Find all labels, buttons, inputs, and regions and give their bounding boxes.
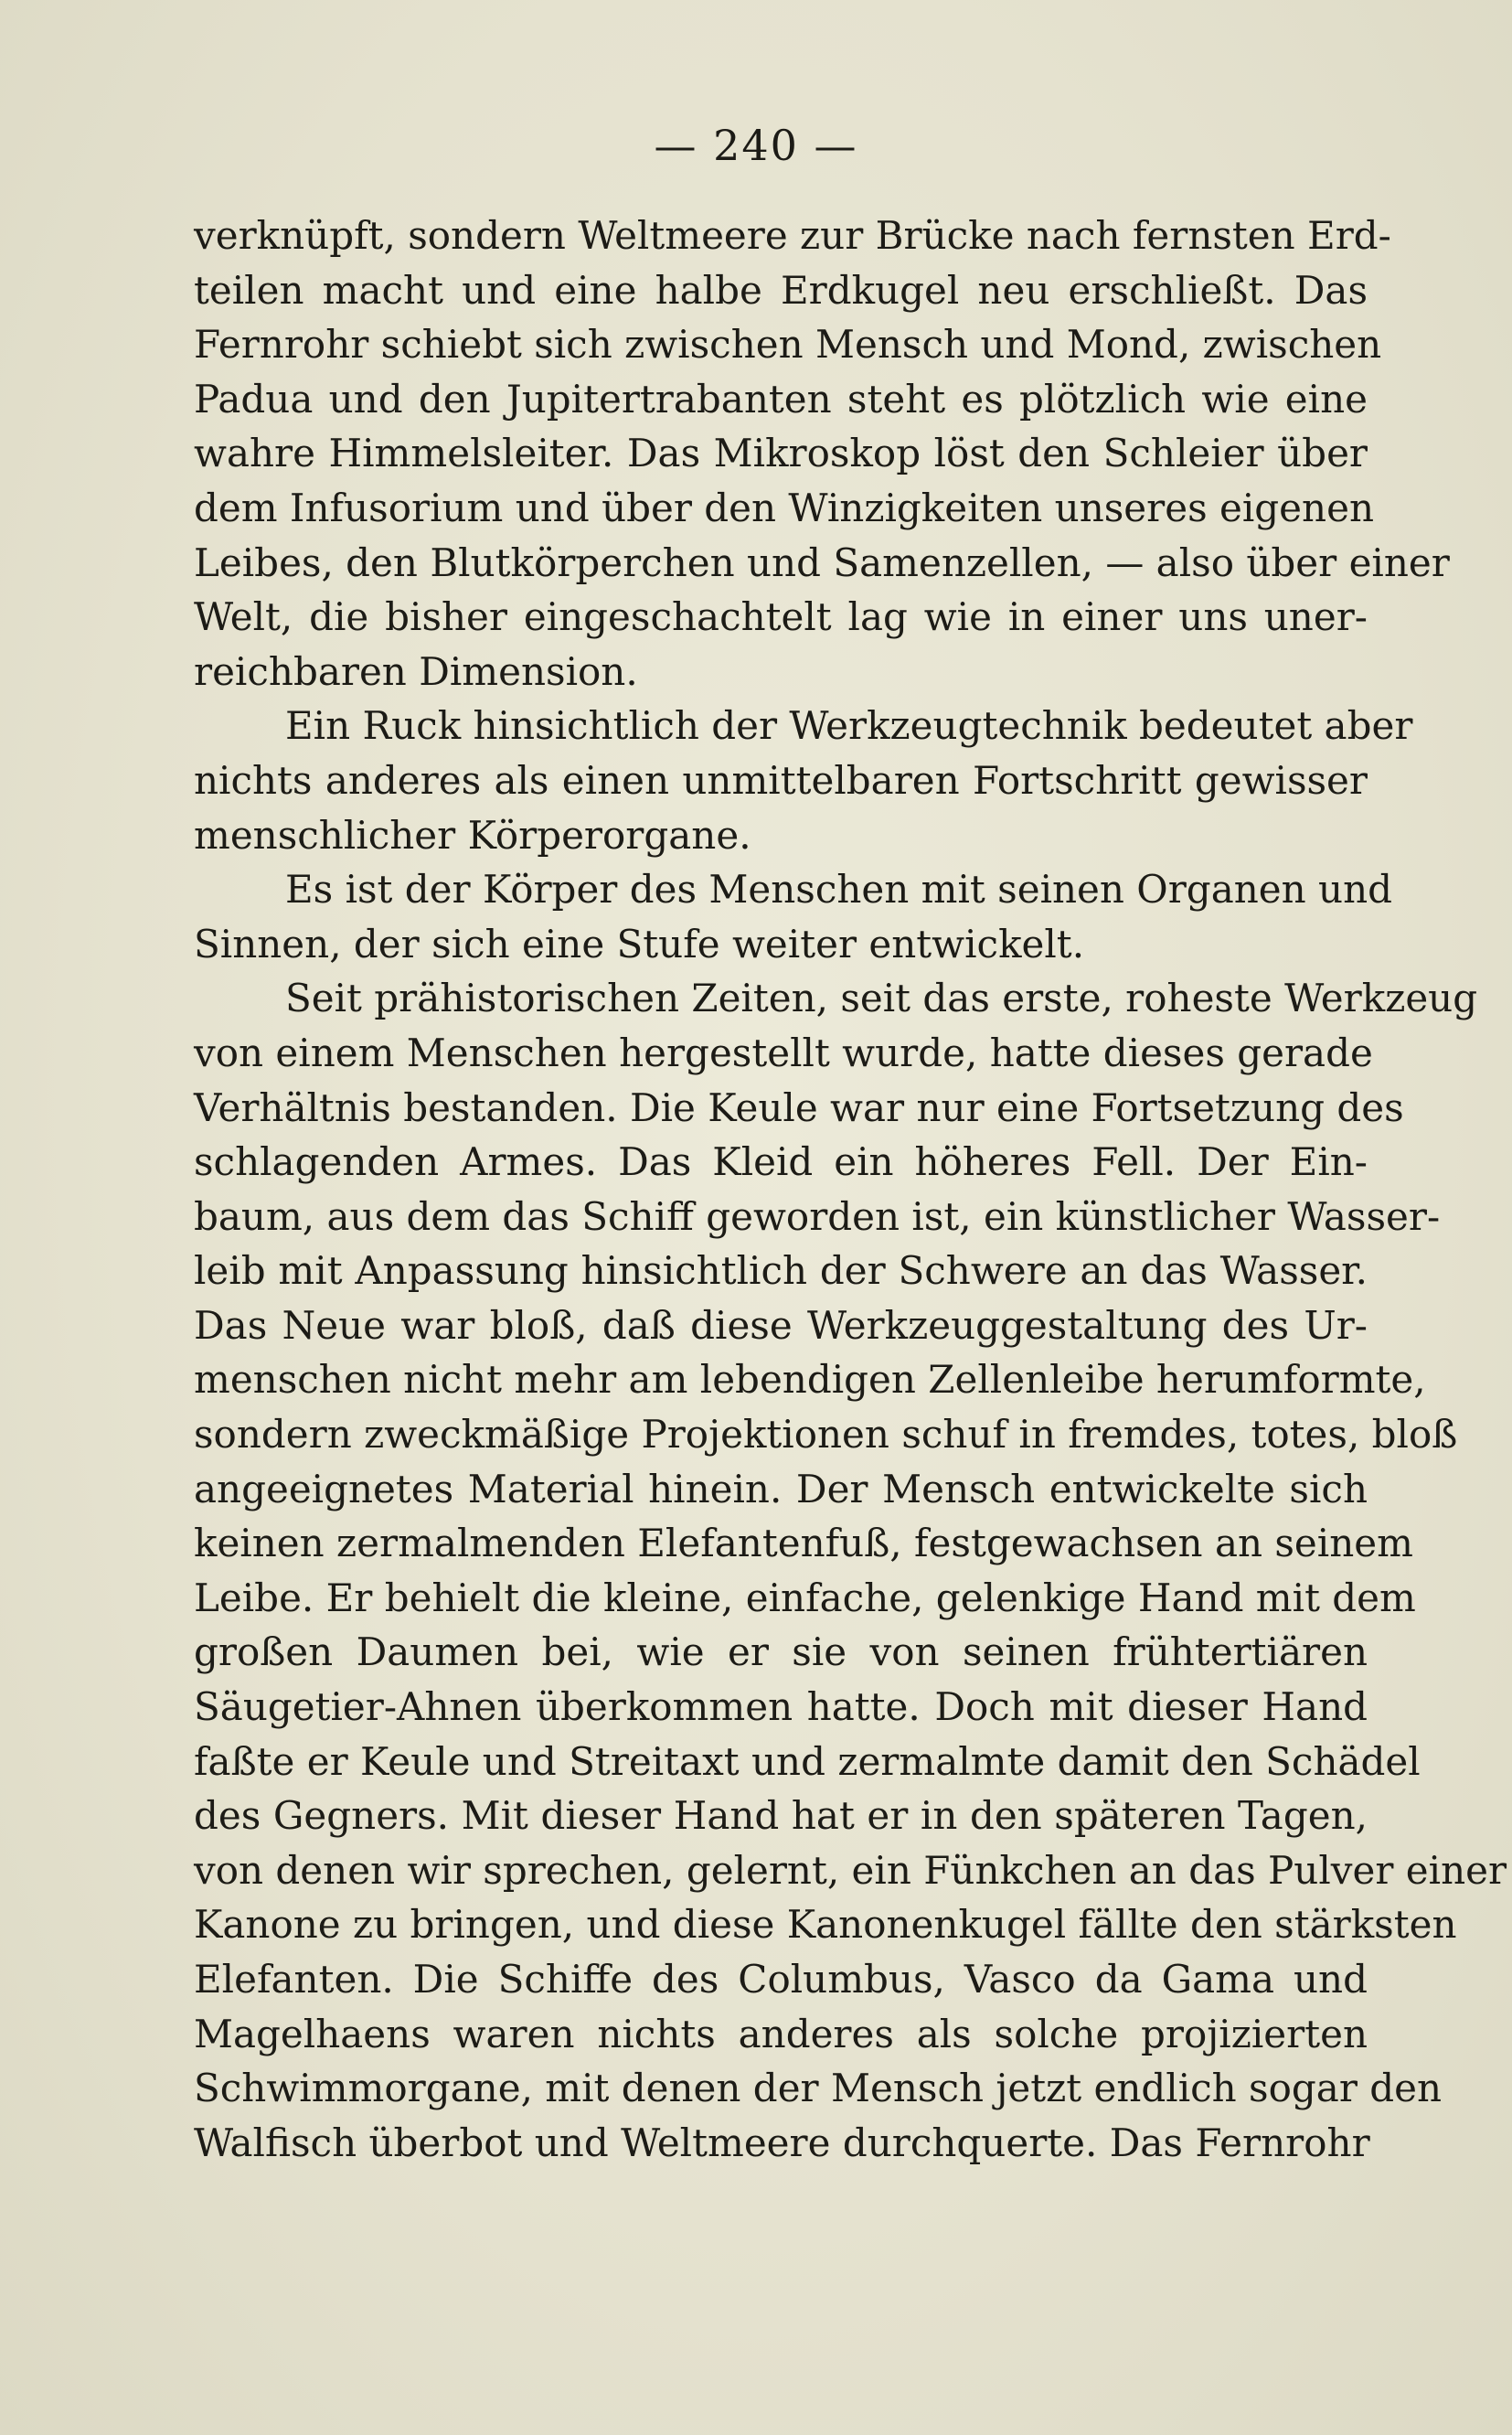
text-line: sondern zweckmäßige Projektionen schuf in fremdes, totes, bloß [194,1412,1458,1458]
text-line: faßte er Keule und Streitaxt und zermalmte damit den Schädel [194,1738,1421,1784]
text-line: Fernrohr schiebt sich zwischen Mensch und Mond, zwischen [194,322,1382,368]
text-line: wahre Himmelsleiter. Das Mikroskop löst den Schleier über [194,431,1368,476]
paragraph-1 [194,208,1450,699]
text-line: baum, aus dem das Schiff geworden ist, ein künstlicher Wasser- [194,1193,1441,1239]
text-line: Das Neue war bloß, daß diese Werkzeuggestaltung des Ur- [194,1302,1368,1348]
text-line: Padua und den Jupitertrabanten steht es plötzlich wie eine [194,376,1368,422]
text-line: Leibes, den Blutkörperchen und Samenzellen, — also über einer [194,539,1450,585]
text-line: großen Daumen bei, wie er sie von seinen frühtertiären [194,1629,1368,1675]
text-line: Welt, die bisher eingeschachtelt lag wie in einer uns uner- [194,594,1368,640]
text-line: leib mit Anpassung hinsichtlich der Schwere an das Wasser. [194,1248,1368,1294]
text-line: schlagenden Armes. Das Kleid ein höheres Fell. Der Ein- [194,1139,1368,1185]
text-line: von denen wir sprechen, gelernt, ein Fünkchen an das Pulver einer [194,1847,1507,1893]
text-line: nichts anderes als einen unmittelbaren Fortschritt gewisser [194,757,1368,803]
text-line: Verhältnis bestanden. Die Keule war nur eine Fortsetzung des [194,1084,1404,1130]
body-text [194,208,1507,2170]
text-line: Ein Ruck hinsichtlich der Werkzeugtechnik bedeutet aber [285,703,1413,749]
text-line: Magelhaens waren nichts anderes als solche projizierten [194,2011,1368,2056]
text-line: menschlicher Körperorgane. [194,812,751,858]
text-line: verknüpft, sondern Weltmeere zur Brücke nach fernsten Erd- [194,213,1391,258]
text-line: menschen nicht mehr am lebendigen Zellenleibe herumformte, [194,1357,1426,1403]
page-number: — 240 — [654,121,858,170]
text-line: Schwimmorgane, mit denen der Mensch jetzt endlich sogar den [194,2066,1443,2111]
text-line: Sinnen, der sich eine Stufe weiter entwickelt. [194,921,1085,967]
paragraph-3 [194,862,1393,971]
text-line: des Gegners. Mit dieser Hand hat er in den späteren Tagen, [194,1793,1368,1839]
text-line: Kanone zu bringen, und diese Kanonenkugel fällte den stärksten [194,1902,1457,1948]
paragraph-2 [194,699,1413,862]
text-line: Walfisch überbot und Weltmeere durchquerte. Das Fernrohr [194,2120,1370,2165]
text-line: teilen macht und eine halbe Erdkugel neu erschließt. Das [194,267,1368,313]
text-line: Es ist der Körper des Menschen mit seinen Organen und [285,867,1393,913]
text-line: Säugetier-Ahnen überkommen hatte. Doch mit dieser Hand [194,1684,1368,1730]
text-line: keinen zermalmenden Elefantenfuß, festgewachsen an seinem [194,1521,1413,1566]
text-line: von einem Menschen hergestellt wurde, hatte dieses gerade [194,1030,1373,1075]
text-line: Seit prähistorischen Zeiten, seit das erste, roheste Werkzeug [285,976,1478,1021]
text-line: dem Infusorium und über den Winzigkeiten unseres eigenen [194,485,1374,530]
text-line: Leibe. Er behielt die kleine, einfache, gelenkige Hand mit dem [194,1575,1416,1620]
text-line: Elefanten. Die Schiffe des Columbus, Vasco da Gama und [194,1957,1368,2002]
text-line: angeeignetes Material hinein. Der Mensch entwickelte sich [194,1466,1368,1511]
text-line: reichbaren Dimension. [194,648,638,694]
paragraph-4 [194,971,1507,2170]
